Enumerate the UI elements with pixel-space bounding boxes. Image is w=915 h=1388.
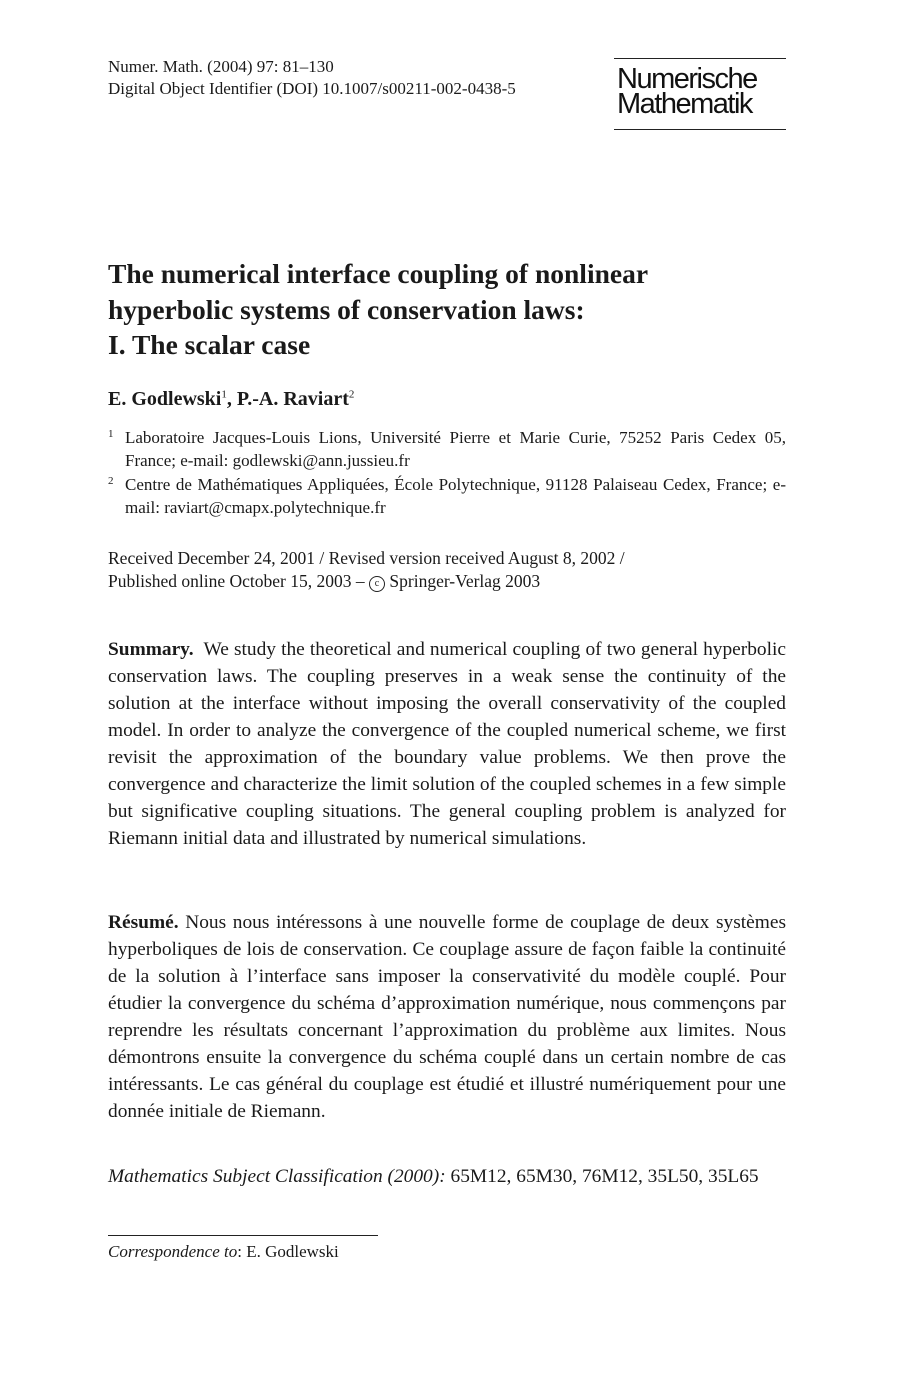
- journal-citation: Numer. Math. (2004) 97: 81–130: [108, 57, 334, 76]
- msc-label: Mathematics Subject Classification (2000):: [108, 1166, 446, 1187]
- affiliation-2: [108, 473, 786, 519]
- publication-dates: [108, 547, 798, 593]
- journal-logo: [614, 58, 786, 130]
- correspondence-note: [108, 1240, 339, 1263]
- summary-label: Summary.: [108, 639, 194, 660]
- logo-line-2: Mathematik: [617, 88, 752, 120]
- resume-paragraph: [108, 909, 786, 1125]
- affiliation-text: Centre de Mathématiques Appliquées, École Polytechnique, 91128 Palaiseau Cedex, France; e-mail: raviart@cmapx.polytechnique.fr: [125, 475, 786, 517]
- author-affiliation-mark: 1: [221, 388, 227, 401]
- author-separator: ,: [226, 388, 237, 410]
- copyright-icon: c: [369, 576, 385, 592]
- author-name: E. Godlewski: [108, 388, 222, 410]
- journal-header: [108, 56, 516, 100]
- published-date: Published online October 15, 2003 –: [108, 571, 365, 591]
- author-name: P.-A. Raviart: [236, 388, 349, 410]
- publisher: Springer-Verlag 2003: [389, 571, 541, 591]
- footnote-rule: [108, 1235, 378, 1236]
- resume-label: Résumé.: [108, 912, 179, 933]
- published-line: [108, 570, 798, 593]
- received-line: Received December 24, 2001 / Revised version received August 8, 2002 /: [108, 548, 625, 568]
- affiliation-text: Laboratoire Jacques-Louis Lions, Université Pierre et Marie Curie, 75252 Paris Cedex 05, France; e-mail: godlewski@ann.jussieu.fr: [125, 428, 786, 470]
- logo-line-1: Numerische: [617, 63, 757, 95]
- correspondence-label: Correspondence to: [108, 1242, 238, 1261]
- summary-text: We study the theoretical and numerical coupling of two general hyperbolic conservation laws. The coupling preserves in a weak sense the continuity of the solution at the interface without imposing the overall conservativity of the coupled model. In order to analyze the convergence of the coupled numerical scheme, we first revisit the approximation of the boundary value problems. We then prove the convergence and characterize the limit solution of the coupled schemes in a few simple but significative coupling situations. The general coupling problem is analyzed for Riemann initial data and illustrated by numerical simulations.: [108, 639, 786, 849]
- author-list: [108, 385, 354, 413]
- affiliation-mark: 2: [108, 475, 114, 487]
- author-affiliation-mark: 2: [348, 388, 355, 401]
- paper-title: [108, 256, 788, 363]
- title-line-2: hyperbolic systems of conservation laws:: [108, 293, 585, 325]
- msc-codes: 65M12, 65M30, 76M12, 35L50, 35L65: [450, 1166, 759, 1187]
- title-line-1: The numerical interface coupling of nonlinear: [108, 258, 649, 289]
- msc-classification: [108, 1163, 786, 1190]
- affiliation-mark: 1: [108, 428, 114, 440]
- affiliation-1: [108, 426, 786, 472]
- resume-text: Nous nous intéressons à une nouvelle forme de couplage de deux systèmes hyperboliques de lois de conservation. Ce couplage assure de façon faible la continuité de la solution à l’interface sans imposer la conservativité du modèle couplé. Pour étudier la convergence du schéma d’approximation numérique, nous commençons par reprendre les résultats concernant l’approximation du problème aux limites. Nous démontrons ensuite la convergence du schéma couplé dans un certain nombre de cas intéressants. Le cas général du couplage est étudié et illustré numériquement pour une donnée initiale de Riemann.: [108, 912, 786, 1122]
- summary-paragraph: [108, 636, 786, 852]
- doi-line: Digital Object Identifier (DOI) 10.1007/s00211-002-0438-5: [108, 79, 516, 98]
- title-line-3: I. The scalar case: [108, 329, 311, 360]
- correspondence-name: : E. Godlewski: [237, 1242, 339, 1261]
